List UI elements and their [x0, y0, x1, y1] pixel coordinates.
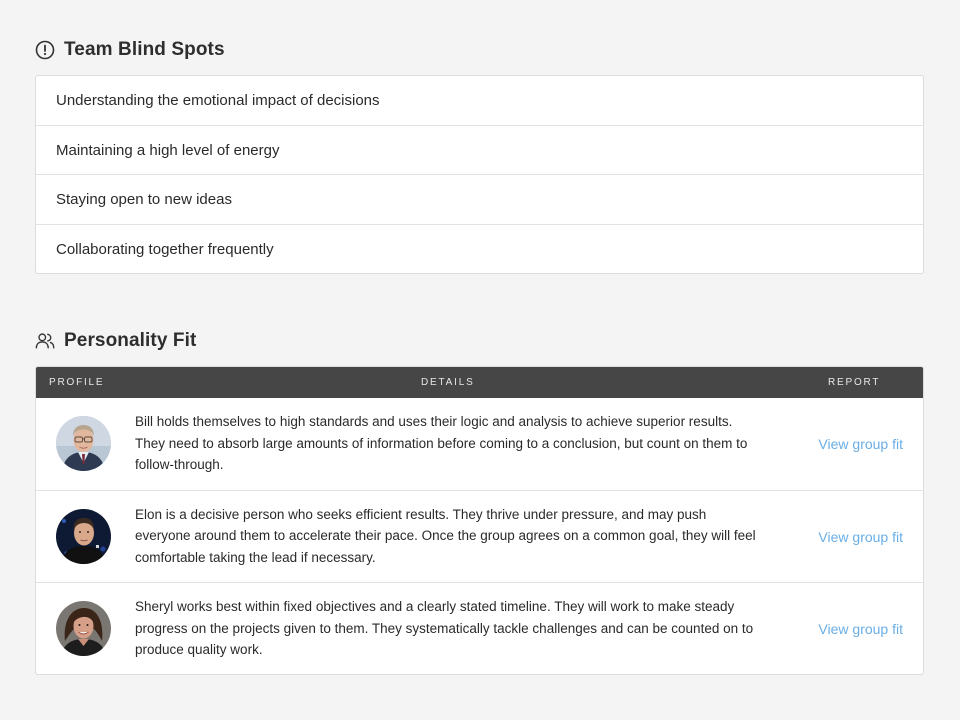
- table-row: [36, 583, 923, 675]
- users-icon: [35, 331, 55, 351]
- blind-spots-list: [35, 75, 924, 274]
- view-group-fit-link[interactable]: View group fit: [818, 528, 903, 545]
- personality-fit-heading: [35, 327, 196, 355]
- profile-details: Elon is a decisive person who seeks efficient results. They thrive under pressure, and may push everyone around them to accelerate their pace. Once the group agrees on a common goal, they will feel comfortable taking the lead if necessary.: [135, 506, 756, 565]
- personality-fit-title: Personality Fit: [64, 330, 197, 351]
- blind-spots-title: Team Blind Spots: [64, 39, 225, 60]
- avatar: [56, 509, 111, 564]
- blind-spots-heading: [35, 36, 225, 64]
- list-item: Maintaining a high level of energy: [36, 126, 923, 176]
- table-row: [36, 491, 923, 584]
- table-header: [36, 367, 923, 398]
- profile-details: Sheryl works best within fixed objectives and a clearly stated timeline. They will work to make steady progress on the projects given to them. They systematically tackle challenges and can be counted on to produce quality work.: [135, 599, 754, 657]
- alert-circle-icon: [35, 40, 55, 60]
- column-header-profile: PROFILE: [49, 377, 105, 388]
- profile-details: Bill holds themselves to high standards and uses their logic and analysis to achieve superior results. They need to absorb large amounts of information before coming to a conclusion, but count on them to follow-through.: [135, 414, 748, 472]
- personality-fit-table: [35, 366, 924, 675]
- avatar: [56, 601, 111, 656]
- list-item: Staying open to new ideas: [36, 175, 923, 225]
- list-item: Collaborating together frequently: [56, 240, 274, 258]
- view-group-fit-link[interactable]: View group fit: [818, 436, 903, 452]
- list-item: Understanding the emotional impact of decisions: [36, 76, 923, 126]
- column-header-report: REPORT: [828, 377, 881, 388]
- table-row: [36, 398, 923, 491]
- view-group-fit-link[interactable]: View group fit: [818, 621, 903, 637]
- column-header-details: DETAILS: [421, 377, 475, 388]
- avatar: [56, 416, 111, 471]
